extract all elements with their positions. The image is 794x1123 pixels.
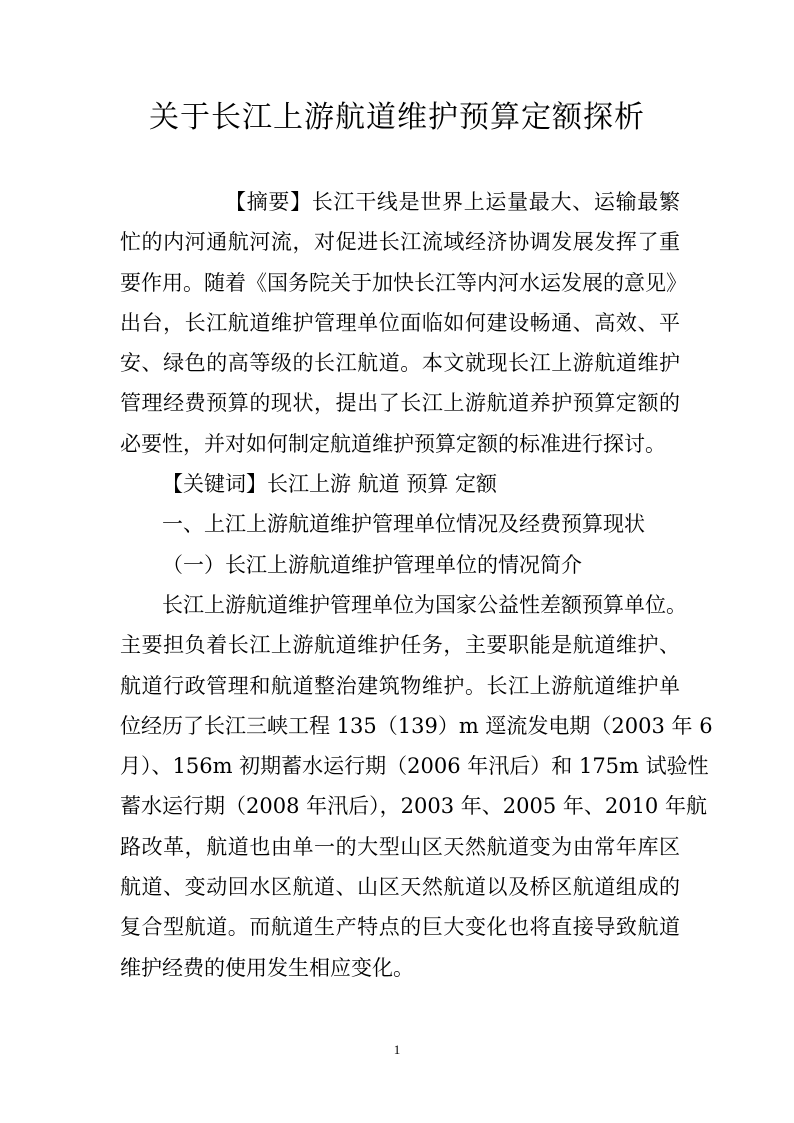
document-body: [120, 182, 713, 988]
paragraph-line-8: 航道、变动回水区航道、山区天然航道以及桥区航道组成的: [120, 875, 680, 900]
abstract-line-4: 出台，长江航道维护管理单位面临如何建设畅通、高效、平: [120, 310, 680, 335]
paragraph-line-2: 主要担负着长江上游航道维护任务，主要职能是航道维护、: [120, 633, 680, 658]
section-heading-1: 一、上江上游航道维护管理单位情况及经费预算现状: [162, 512, 645, 537]
document-title: 关于长江上游航道维护预算定额探析: [149, 100, 645, 135]
abstract-line-7: 必要性，并对如何制定航道维护预算定额的标准进行探讨。: [120, 431, 666, 456]
abstract-line-5: 安、绿色的高等级的长江航道。本文就现长江上游航道维护: [120, 351, 680, 376]
abstract-line-6: 管理经费预算的现状，提出了长江上游航道养护预算定额的: [120, 391, 680, 416]
keywords-line: 【关键词】长江上游 航道 预算 定额: [162, 472, 498, 497]
paragraph-line-10: 维护经费的使用发生相应变化。: [120, 955, 414, 980]
abstract-line-1: 【摘要】长江干线是世界上运量最大、运输最繁: [225, 190, 680, 214]
subsection-heading-1: （一）长江上游航道维护管理单位的情况简介: [162, 552, 582, 577]
paragraph-line-5: 月）、156m 初期蓄水运行期（2006 年汛后）和 175m 试验性: [120, 754, 709, 779]
paragraph-line-9: 复合型航道。而航道生产特点的巨大变化也将直接导致航道: [120, 915, 680, 940]
paragraph-line-4: 位经历了长江三峡工程 135（139）m 逕流发电期（2003 年 6: [120, 713, 713, 738]
abstract-line-2: 忙的内河通航河流，对促进长江流域经济协调发展发挥了重: [120, 230, 680, 255]
abstract-line-3: 要作用。随着《国务院关于加快长江等内河水运发展的意见》: [120, 270, 687, 295]
paragraph-line-6: 蓄水运行期（2008 年汛后），2003 年、2005 年、2010 年航: [120, 794, 707, 819]
paragraph-line-1: 长江上游航道维护管理单位为国家公益性差额预算单位。: [162, 592, 687, 617]
paragraph-line-7: 路改革，航道也由单一的大型山区天然航道变为由常年库区: [120, 834, 680, 859]
paragraph-line-3: 航道行政管理和航道整治建筑物维护。长江上游航道维护单: [120, 673, 680, 698]
page-number: 1: [393, 1042, 401, 1057]
